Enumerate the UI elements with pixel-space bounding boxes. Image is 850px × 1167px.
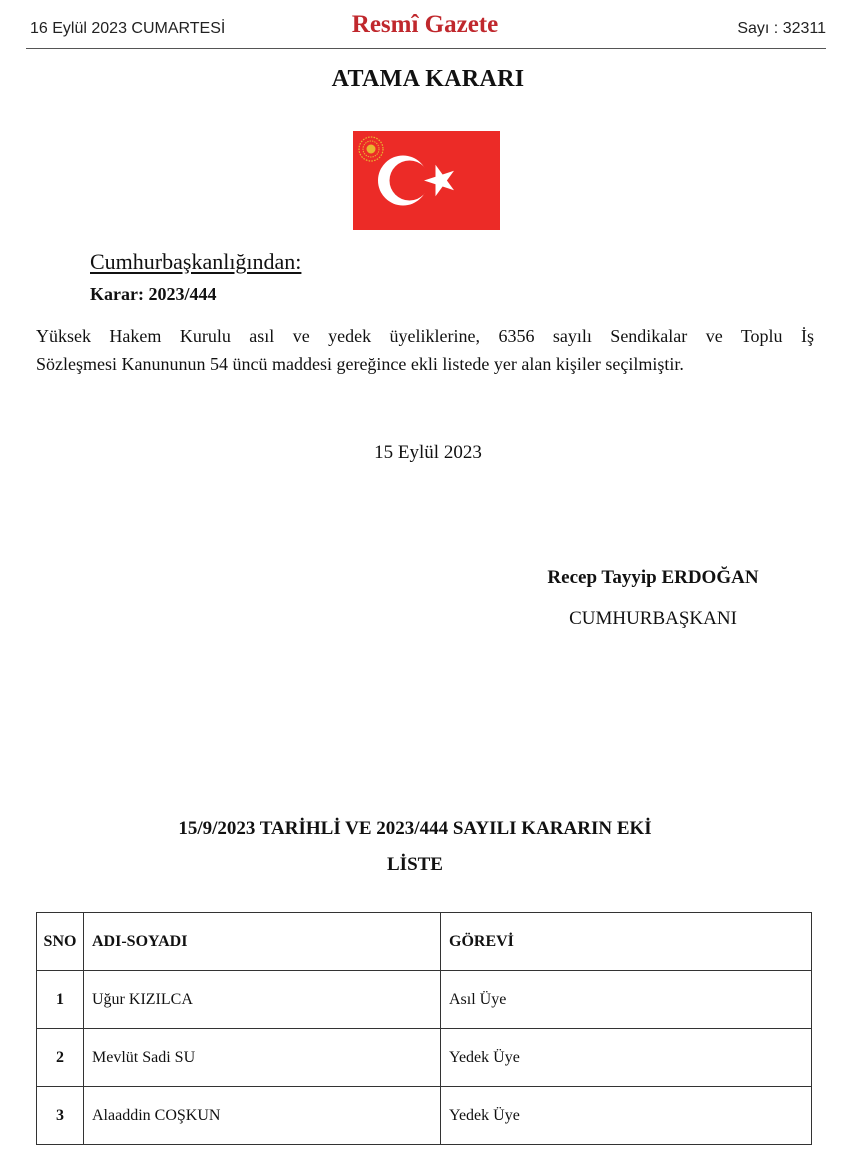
appointees-table [36,912,812,1145]
row-number: 3 [37,1087,84,1145]
table-header-row [37,913,812,971]
table-row [37,1087,812,1145]
decision-text [36,322,814,378]
header-divider [26,48,826,49]
row-number: 1 [37,971,84,1029]
table-row [37,971,812,1029]
column-header-name: ADI-SOYADI [84,913,441,971]
appointee-name: Mevlüt Sadi SU [84,1029,441,1087]
decision-text-line-2: Sözleşmesi Kanununun 54 üncü maddesi gereğince ekli listede yer alan kişiler seçilmiştir. [36,354,684,374]
gazette-title: Resmî Gazete [351,11,499,38]
appointee-role: Yedek Üye [441,1087,812,1145]
signature-date: 15 Eylül 2023 [374,442,482,463]
row-number: 2 [37,1029,84,1087]
gazette-header [0,0,850,52]
appointee-role: Asıl Üye [441,971,812,1029]
decision-text-line-1: Yüksek Hakem Kurulu asıl ve yedek üyeliklerine, 6356 sayılı Sendikalar ve Toplu İş [36,326,814,346]
issuing-authority: Cumhurbaşkanlığından: [90,249,302,274]
crescent-inner [390,161,430,201]
appointee-role: Yedek Üye [441,1029,812,1087]
signer-title: CUMHURBAŞKANI [569,608,737,629]
presidential-flag-icon [353,131,500,230]
issue-date: 16 Eylül 2023 CUMARTESİ [30,20,226,37]
appointee-name: Alaaddin COŞKUN [84,1087,441,1145]
document-title: ATAMA KARARI [331,66,525,92]
issue-number: Sayı : 32311 [737,20,826,37]
signer-name: Recep Tayyip ERDOĞAN [547,567,759,588]
annex-title: 15/9/2023 TARİHLİ VE 2023/444 SAYILI KARARIN EKİ [178,818,652,839]
appointee-name: Uğur KIZILCA [84,971,441,1029]
decision-number: Karar: 2023/444 [90,284,217,304]
annex-subtitle: LİSTE [387,854,443,875]
column-header-no: SNO [37,913,84,971]
column-header-role: GÖREVİ [441,913,812,971]
table-row [37,1029,812,1087]
